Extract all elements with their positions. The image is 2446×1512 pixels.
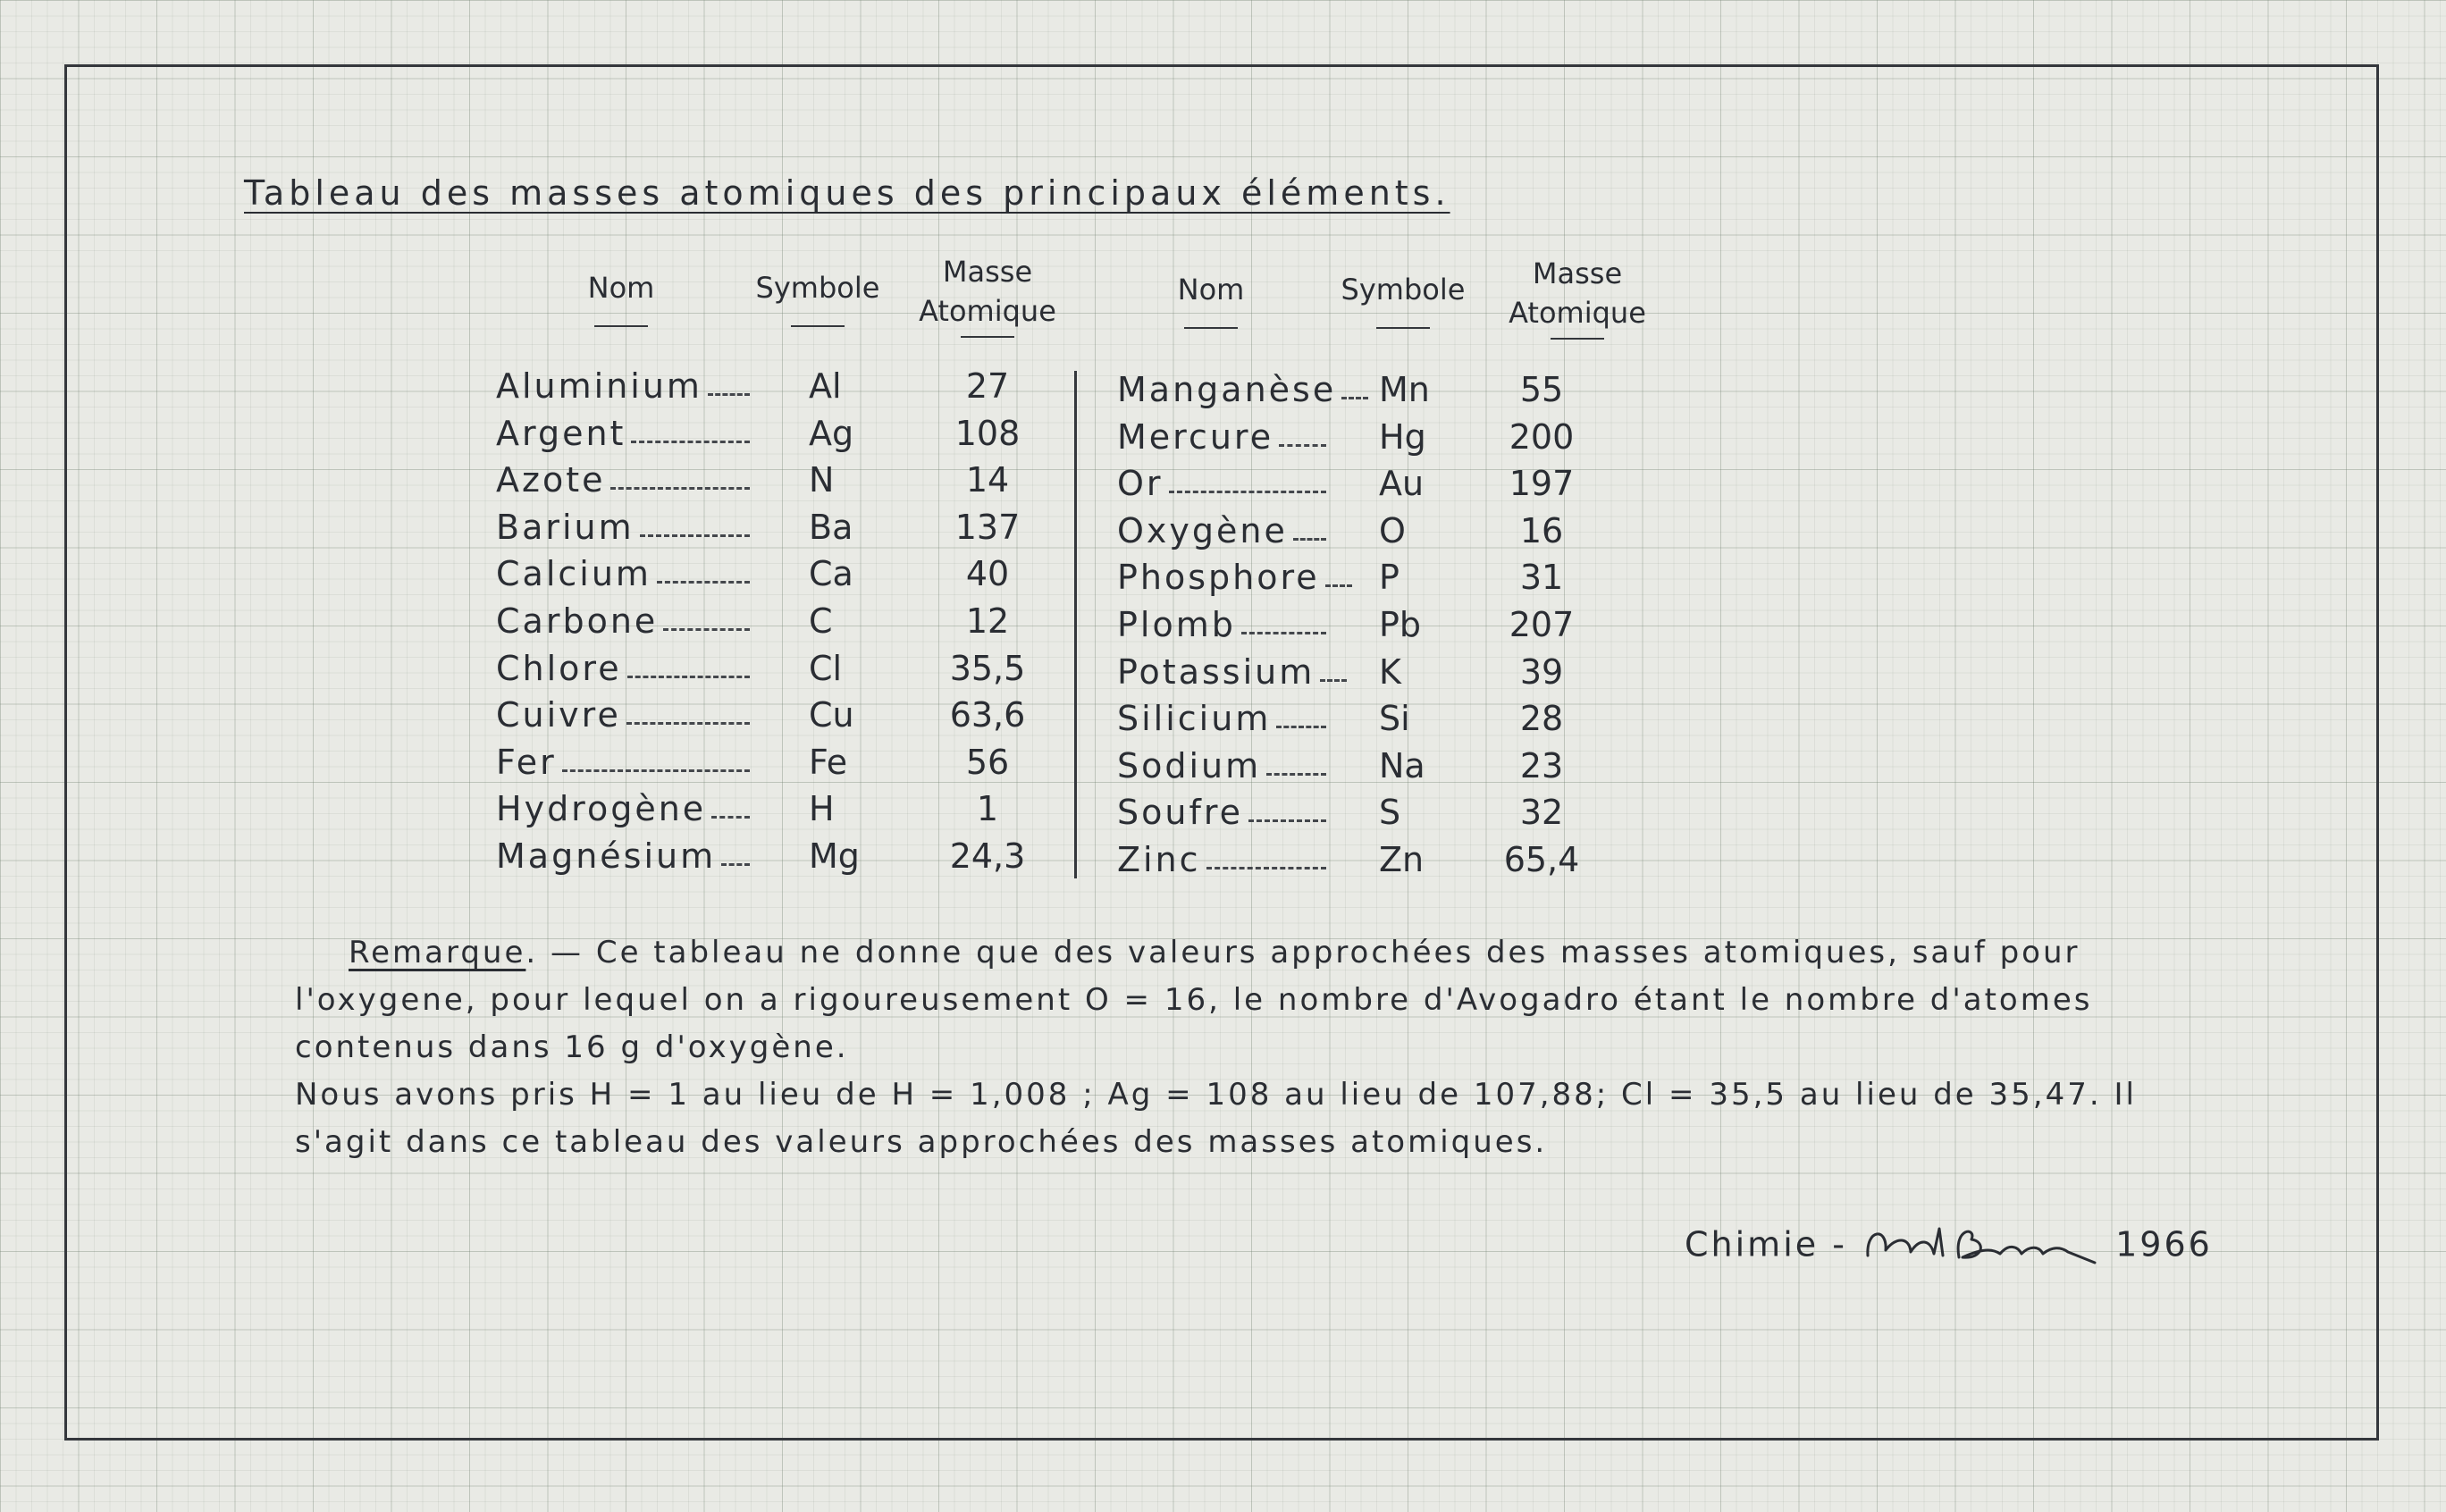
header-symbole-right xyxy=(1336,270,1470,329)
leader-dashes xyxy=(631,441,750,443)
leader-dashes xyxy=(1206,867,1326,869)
element-name-text: Fer xyxy=(496,743,557,782)
header-masse-left xyxy=(912,252,1063,338)
element-name xyxy=(496,692,750,738)
element-name xyxy=(1117,460,1326,507)
element-name xyxy=(1117,649,1347,695)
element-mass: 16 xyxy=(1519,511,1564,550)
element-name xyxy=(1117,789,1326,836)
element-symbol: Hg xyxy=(1379,417,1426,457)
element-name xyxy=(496,833,750,879)
element-symbol: H xyxy=(809,789,835,828)
leader-dashes xyxy=(1341,397,1368,399)
element-name-text: Or xyxy=(1117,464,1164,503)
leader-dashes xyxy=(627,676,750,678)
header-masse-label-1: Masse xyxy=(942,255,1033,289)
element-mass: 24,3 xyxy=(949,836,1026,876)
element-symbol: K xyxy=(1379,652,1401,692)
header-dash xyxy=(791,325,845,327)
header-dash xyxy=(1184,327,1238,329)
element-mass: 200 xyxy=(1509,417,1575,457)
element-mass: 28 xyxy=(1519,699,1564,738)
header-dash xyxy=(1551,338,1604,340)
element-symbol: Mg xyxy=(809,836,860,876)
element-name-text: Cuivre xyxy=(496,695,621,735)
element-name-text: Azote xyxy=(496,460,606,500)
element-name-text: Zinc xyxy=(1117,840,1201,879)
element-name-text: Carbone xyxy=(496,601,659,641)
element-name xyxy=(1117,836,1326,883)
element-name xyxy=(496,598,750,644)
leader-dashes xyxy=(562,769,750,772)
element-name-text: Barium xyxy=(496,508,635,547)
element-mass: 35,5 xyxy=(949,649,1026,688)
header-symbole-left xyxy=(751,268,885,327)
header-nom-left xyxy=(563,268,679,327)
element-name xyxy=(1117,554,1352,601)
element-name xyxy=(1117,414,1326,460)
element-symbol: S xyxy=(1379,793,1401,832)
header-dash xyxy=(961,336,1014,338)
element-name-text: Manganèse xyxy=(1117,370,1337,409)
element-symbol: O xyxy=(1379,511,1406,550)
element-mass: 65,4 xyxy=(1503,840,1580,879)
element-symbol: Ag xyxy=(809,414,854,453)
leader-dashes xyxy=(1248,819,1326,822)
remark-paragraph-1 xyxy=(295,929,2172,1071)
element-name xyxy=(496,739,750,785)
element-mass: 108 xyxy=(954,414,1021,453)
header-dash xyxy=(594,325,648,327)
header-masse-right xyxy=(1501,254,1653,340)
element-name-text: Sodium xyxy=(1117,746,1262,785)
element-mass: 27 xyxy=(965,366,1010,406)
element-name xyxy=(496,504,750,550)
element-symbol: Na xyxy=(1379,746,1425,785)
leader-dashes xyxy=(640,534,750,537)
element-symbol: N xyxy=(809,460,835,500)
element-symbol: Fe xyxy=(809,743,848,782)
element-name xyxy=(496,550,750,597)
element-name-text: Argent xyxy=(496,414,626,453)
element-symbol: Zn xyxy=(1379,840,1425,879)
element-mass: 40 xyxy=(965,554,1010,593)
element-mass: 39 xyxy=(1519,652,1564,692)
leader-dashes xyxy=(1325,584,1352,587)
element-mass: 14 xyxy=(965,460,1010,500)
leader-dashes xyxy=(663,628,750,631)
signature-text: Chimie - xyxy=(1685,1224,1847,1264)
leader-dashes xyxy=(626,722,750,725)
element-mass: 32 xyxy=(1519,793,1564,832)
element-mass: 31 xyxy=(1519,558,1564,597)
leader-dashes xyxy=(1293,538,1326,541)
element-mass: 137 xyxy=(954,508,1021,547)
element-mass: 12 xyxy=(965,601,1010,641)
element-symbol: Ca xyxy=(809,554,853,593)
element-name xyxy=(496,363,750,409)
element-name xyxy=(1117,743,1326,789)
element-symbol: Si xyxy=(1379,699,1410,738)
element-symbol: Au xyxy=(1379,464,1425,503)
element-name-text: Aluminium xyxy=(496,366,702,406)
element-name-text: Potassium xyxy=(1117,652,1315,692)
element-name xyxy=(496,785,750,832)
leader-dashes xyxy=(711,816,750,819)
element-name-text: Chlore xyxy=(496,649,622,688)
header-nom-label: Nom xyxy=(1177,273,1245,307)
page-title: Tableau des masses atomiques des principaux éléments. xyxy=(244,173,1450,213)
leader-dashes xyxy=(1241,632,1326,634)
leader-dashes xyxy=(1266,773,1326,776)
element-name xyxy=(1117,601,1326,648)
element-name xyxy=(496,457,750,503)
element-symbol: Cl xyxy=(809,649,843,688)
leader-dashes xyxy=(1276,726,1326,728)
header-dash xyxy=(1376,327,1430,329)
header-symbole-label: Symbole xyxy=(1341,273,1466,307)
element-mass: 1 xyxy=(976,789,999,828)
remark-block xyxy=(295,929,2172,1166)
element-name-text: Silicium xyxy=(1117,699,1272,738)
header-masse-label-2: Atomique xyxy=(1509,296,1646,330)
header-symbole-label: Symbole xyxy=(755,271,880,305)
element-name-text: Hydrogène xyxy=(496,789,707,828)
element-name xyxy=(1117,366,1368,413)
leader-dashes xyxy=(610,487,750,490)
remark-paragraph-2: Nous avons pris H = 1 au lieu de H = 1,008 ; Ag = 108 au lieu de 107,88; Cl = 35,5 au lieu de 35,47. Il s'agit dans ce tableau des valeurs approchées des masses atomiques. xyxy=(295,1077,2137,1160)
element-symbol: P xyxy=(1379,558,1400,597)
element-name-text: Plomb xyxy=(1117,605,1236,644)
element-mass: 207 xyxy=(1509,605,1575,644)
element-mass: 23 xyxy=(1519,746,1564,785)
element-name xyxy=(496,410,750,457)
element-symbol: C xyxy=(809,601,833,641)
leader-dashes xyxy=(1320,679,1347,682)
header-nom-right xyxy=(1153,270,1269,329)
header-masse-label-1: Masse xyxy=(1532,256,1623,290)
leader-dashes xyxy=(1279,444,1326,447)
element-mass: 197 xyxy=(1509,464,1575,503)
leader-dashes xyxy=(1169,491,1326,493)
header-nom-label: Nom xyxy=(587,271,655,305)
element-name-text: Magnésium xyxy=(496,836,717,876)
table-divider xyxy=(1074,371,1077,878)
element-name xyxy=(1117,695,1326,742)
remark-label: Remarque xyxy=(349,935,526,970)
element-name-text: Phosphore xyxy=(1117,558,1320,597)
leader-dashes xyxy=(657,581,750,584)
leader-dashes xyxy=(708,393,750,396)
element-name-text: Oxygène xyxy=(1117,511,1288,550)
element-name xyxy=(496,645,750,692)
handwritten-signature xyxy=(1861,1220,2102,1273)
element-symbol: Pb xyxy=(1379,605,1422,644)
element-symbol: Mn xyxy=(1379,370,1430,409)
header-masse-label-2: Atomique xyxy=(919,294,1056,328)
element-name xyxy=(1117,508,1326,554)
signature-line xyxy=(1685,1220,2213,1273)
element-mass: 56 xyxy=(965,743,1010,782)
element-symbol: Ba xyxy=(809,508,853,547)
element-name-text: Mercure xyxy=(1117,417,1274,457)
element-symbol: Al xyxy=(809,366,842,406)
element-mass: 63,6 xyxy=(949,695,1026,735)
signature-year: 1966 xyxy=(2115,1224,2213,1264)
element-symbol: Cu xyxy=(809,695,854,735)
element-name-text: Calcium xyxy=(496,554,651,593)
remark-text-1: . — Ce tableau ne donne que des valeurs approchées des masses atomiques, sauf pour l'oxygene, pour lequel on a rigoureusement O = 16, le nombre d'Avogadro étant le nombre d'atomes contenus dans 16 g d'oxygène. xyxy=(295,935,2093,1065)
element-name-text: Soufre xyxy=(1117,793,1243,832)
leader-dashes xyxy=(721,863,750,866)
element-mass: 55 xyxy=(1519,370,1564,409)
